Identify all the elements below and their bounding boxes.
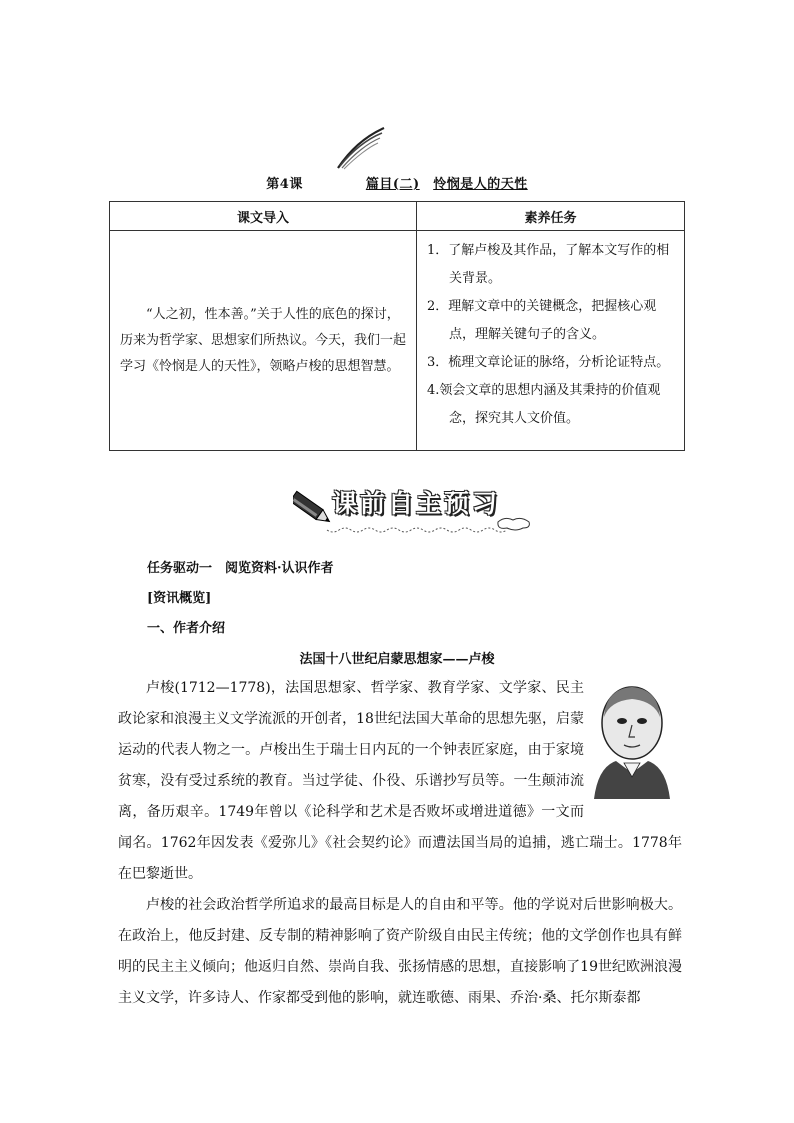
task-item: 3．梳理文章论证的脉络，分析论证特点。 (427, 355, 670, 370)
paragraph-text: 卢梭的社会政治哲学所追求的最高目标是人的自由和平等。他的学说对后世影响极大。在政治上，他反封建、反专制的精神影响了资产阶级自由民主传统；他的文学创作也具有鲜明的民主主义倾向；他返归自然、崇尚自我、张扬情感的思想，直接影响了19世纪欧洲浪漫主义文学，许多诗人、作家都受到他的影响，就连歌德、雨果、乔治·桑、托尔斯泰都 (118, 897, 682, 1006)
task-item: 4.领会文章的思想内涵及其秉持的价值观念，探究其人文价值。 (427, 383, 661, 426)
tasks-cell (417, 231, 685, 451)
section-banner-title: 课前自主预习 (332, 489, 501, 518)
tasks-header: 素养任务 (417, 202, 685, 231)
task-item: 1．了解卢梭及其作品，了解本文写作的相关背景。 (427, 243, 670, 286)
intro-cell (110, 231, 417, 451)
intro-header: 课文导入 (110, 202, 417, 231)
author-paragraph (118, 890, 682, 1014)
section-label: 一、作者介绍 (147, 621, 226, 636)
author-heading: 法国十八世纪启蒙思想家——卢梭 (299, 652, 495, 667)
info-label: [资讯概览] (147, 591, 212, 606)
intro-text: “人之初，性本善。”关于人性的底色的探讨，历来为哲学家、思想家们所热议。今天，我们一起学习《怜悯是人的天性》，领略卢梭的思想智慧。 (120, 306, 407, 374)
author-paragraph (118, 673, 682, 890)
swoosh-decoration-icon (336, 126, 386, 170)
lesson-number: 第4课 (266, 177, 303, 192)
task-item: 2．理解文章中的关键概念，把握核心观点，理解关键句子的含义。 (427, 299, 657, 342)
task-list (423, 237, 674, 433)
lesson-chapter: 篇目(二) (365, 177, 420, 192)
task-drive-label: 任务驱动一 阅览资料·认识作者 (147, 561, 334, 576)
intro-table (109, 201, 685, 451)
lesson-name: 怜悯是人的天性 (433, 177, 528, 192)
lesson-title (0, 173, 794, 192)
paragraph-text: 卢梭(1712—1778)，法国思想家、哲学家、教育学家、文学家、民主政论家和浪漫主义文学流派的开创者，18世纪法国大革命的思想先驱，启蒙运动的代表人物之一。卢梭出生于瑞士日内瓦的一个钟表匠家庭，由于家境贫寒，没有受过系统的教育。当过学徒、仆役、乐谱抄写员等。一生颠沛流离，备历艰辛。1749年曾以《论科学和艺术是否败坏或增进道德》一文而闻名。1762年因发表《爱弥儿》《社会契约论》而遭法国当局的追捕，逃亡瑞士。1778年在巴黎逝世。 (118, 680, 682, 882)
